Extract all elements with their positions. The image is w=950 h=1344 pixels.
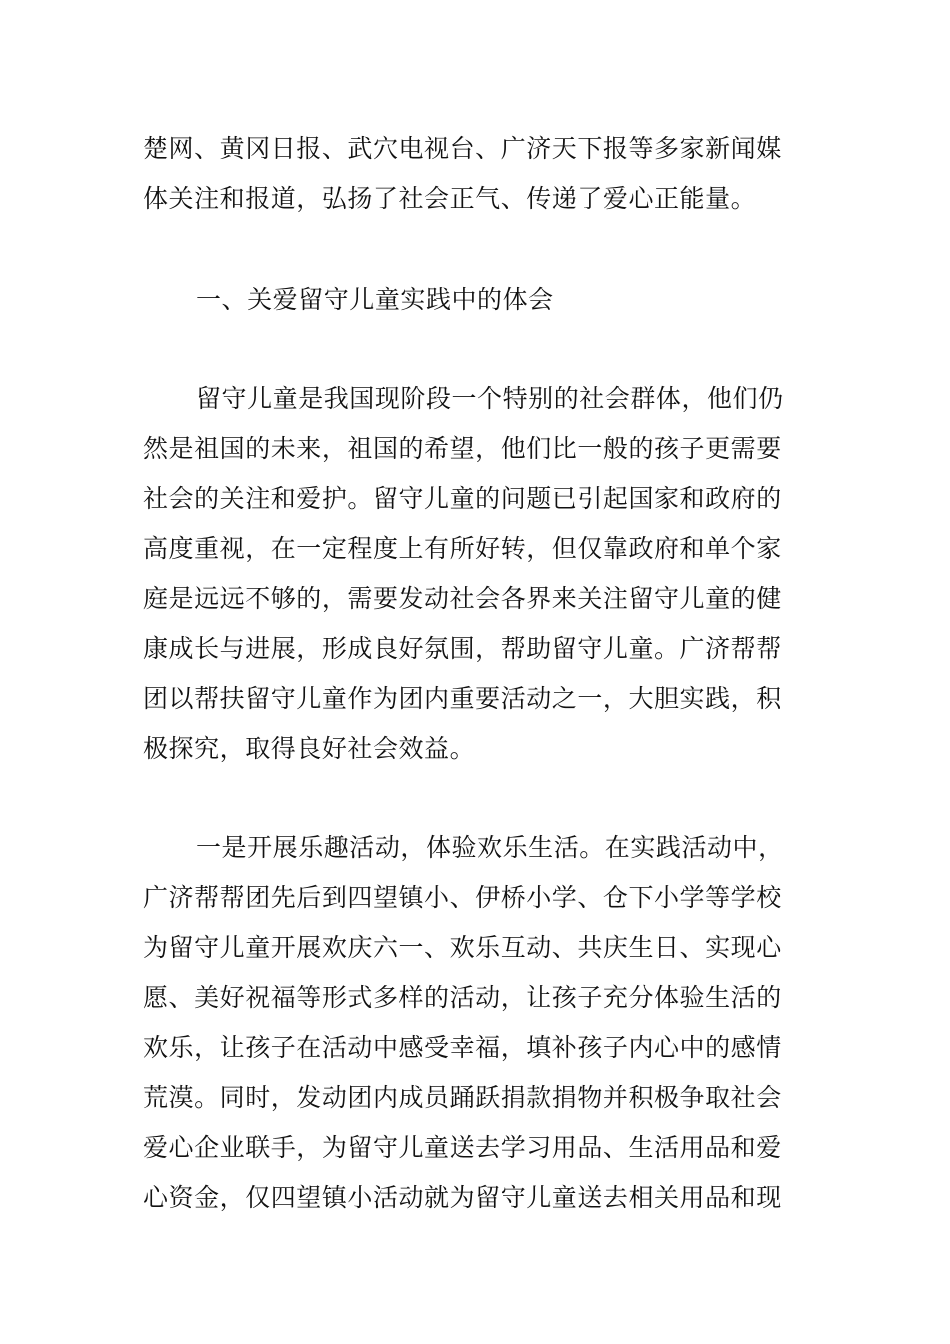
paragraph-line: 广济帮帮团先后到四望镇小、伊桥小学、仓下小学等学校 [143,883,782,912]
paragraph-line: 爱心企业联手，为留守儿童送去学习用品、生活用品和爱 [143,1133,782,1162]
paragraph-line: 欢乐，让孩子在活动中感受幸福，填补孩子内心中的感情 [143,1033,782,1062]
paragraph-line: 心资金，仅四望镇小活动就为留守儿童送去相关用品和现 [143,1183,782,1212]
paragraph-line: 高度重视，在一定程度上有所好转，但仅靠政府和单个家 [143,534,782,563]
paragraph-line: 社会的关注和爱护。留守儿童的问题已引起国家和政府的 [143,484,782,513]
paragraph-line: 极探究，取得良好社会效益。 [143,734,476,763]
paragraph-line: 荒漠。同时，发动团内成员踊跃捐款捐物并积极争取社会 [143,1083,782,1112]
paragraph-line: 留守儿童是我国现阶段一个特别的社会群体，他们仍 [196,384,784,413]
paragraph-line: 一是开展乐趣活动，体验欢乐生活。在实践活动中， [196,833,784,862]
section-heading: 一、关爱留守儿童实践中的体会 [196,285,554,314]
paragraph-line: 体关注和报道，弘扬了社会正气、传递了爱心正能量。 [143,184,757,213]
paragraph-line: 为留守儿童开展欢庆六一、欢乐互动、共庆生日、实现心 [143,933,782,962]
paragraph-line: 然是祖国的未来，祖国的希望，他们比一般的孩子更需要 [143,434,782,463]
paragraph-line: 团以帮扶留守儿童作为团内重要活动之一，大胆实践，积 [143,684,782,713]
paragraph-line: 康成长与进展，形成良好氛围，帮助留守儿童。广济帮帮 [143,634,782,663]
paragraph-line: 楚网、黄冈日报、武穴电视台、广济天下报等多家新闻媒 [143,134,782,163]
paragraph-line: 愿、美好祝福等形式多样的活动，让孩子充分体验生活的 [143,983,782,1012]
paragraph-line: 庭是远远不够的，需要发动社会各界来关注留守儿童的健 [143,584,782,613]
